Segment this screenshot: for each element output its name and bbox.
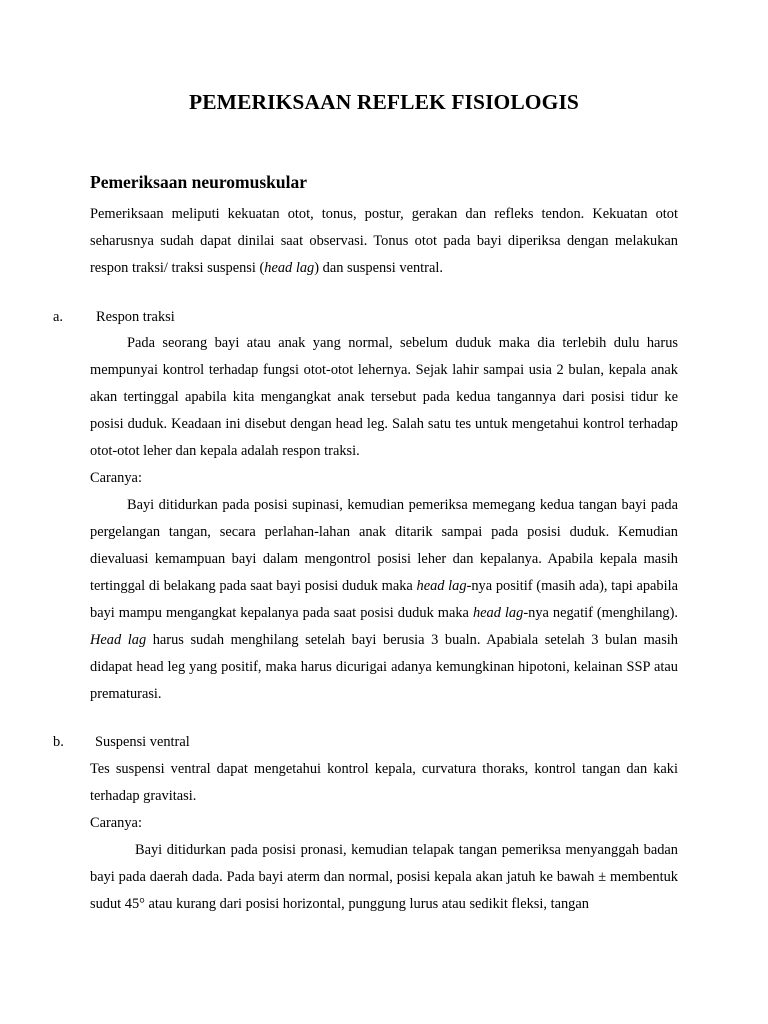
section-a-text-4: harus sudah menghilang setelah bayi berusia 3 bualn. Apabiala setelah 3 bulan masih didapat head leg yang positif, maka harus dicurigai adanya kemungkinan hipotoni, kelainan SSP atau prematurasi.	[90, 632, 678, 702]
section-a-marker: a.	[53, 309, 63, 325]
section-b-paragraph-2: Bayi ditidurkan pada posisi pronasi, kemudian telapak tangan pemeriksa menyanggah badan bayi pada daerah dada. Pada bayi aterm dan normal, posisi kepala akan jatuh ke bawah ± membentuk sudut 45° atau kurang dari posisi horizontal, punggung lurus atau sedikit fleksi, tangan	[90, 842, 678, 912]
section-b-title: Suspensi ventral	[95, 734, 190, 750]
section-a-text-1: Bayi ditidurkan pada posisi supinasi, kemudian pemeriksa memegang kedua tangan bayi pada pergelangan tangan, secara perlahan-lahan anak ditarik sampai pada posisi duduk. Kemudian dievaluasi kemampuan bayi dalam mengontrol posisi leher dan kepalanya. Apabila kepala masih tertinggal di belakang pada saat bayi posisi duduk maka	[90, 497, 678, 594]
intro-emphasis-head-lag: head lag	[264, 260, 315, 276]
section-a-title: Respon traksi	[96, 309, 175, 325]
section-b-marker: b.	[53, 734, 64, 750]
section-a-caranya: Caranya:	[90, 470, 142, 486]
section-heading: Pemeriksaan neuromuskular	[90, 172, 307, 192]
section-b-caranya: Caranya:	[90, 815, 142, 831]
section-a-emphasis-1: head lag	[416, 578, 467, 594]
section-a-emphasis-3: Head lag	[90, 632, 147, 648]
document-title: PEMERIKSAAN REFLEK FISIOLOGIS	[189, 90, 579, 114]
intro-text-2: ) dan suspensi ventral.	[314, 260, 443, 276]
intro-paragraph	[90, 201, 678, 282]
section-a-emphasis-2: head lag	[472, 605, 524, 621]
section-a-paragraph-1: Pada seorang bayi atau anak yang normal, sebelum duduk maka dia terlebih dulu harus mempunyai kontrol terhadap fungsi otot-otot lehernya. Sejak lahir sampai usia 2 bulan, kepala anak akan tertinggal apabila kita mengangkat anak tersebut pada kedua tangannya dari posisi tidur ke posisi duduk. Keadaan ini disebut dengan head leg. Salah satu tes untuk mengetahui kontrol terhadap otot-otot leher dan kepala adalah respon traksi.	[90, 335, 678, 459]
intro-text-1: Pemeriksaan meliputi kekuatan otot, tonus, postur, gerakan dan refleks tendon. Kekuatan otot seharusnya sudah dapat dinilai saat observasi. Tonus otot pada bayi diperiksa dengan melakukan respon traksi/ traksi suspensi (	[90, 206, 678, 276]
section-a-paragraph-2	[90, 492, 678, 708]
section-a-text-2: -nya positif (masih ada), tapi apabila bayi mampu mengangkat kepalanya pada saat posisi duduk maka	[90, 578, 678, 621]
section-a-text-3: -nya negatif (menghilang).	[523, 605, 678, 621]
section-b-paragraph-1: Tes suspensi ventral dapat mengetahui kontrol kepala, curvatura thoraks, kontrol tangan dan kaki terhadap gravitasi.	[90, 761, 678, 804]
